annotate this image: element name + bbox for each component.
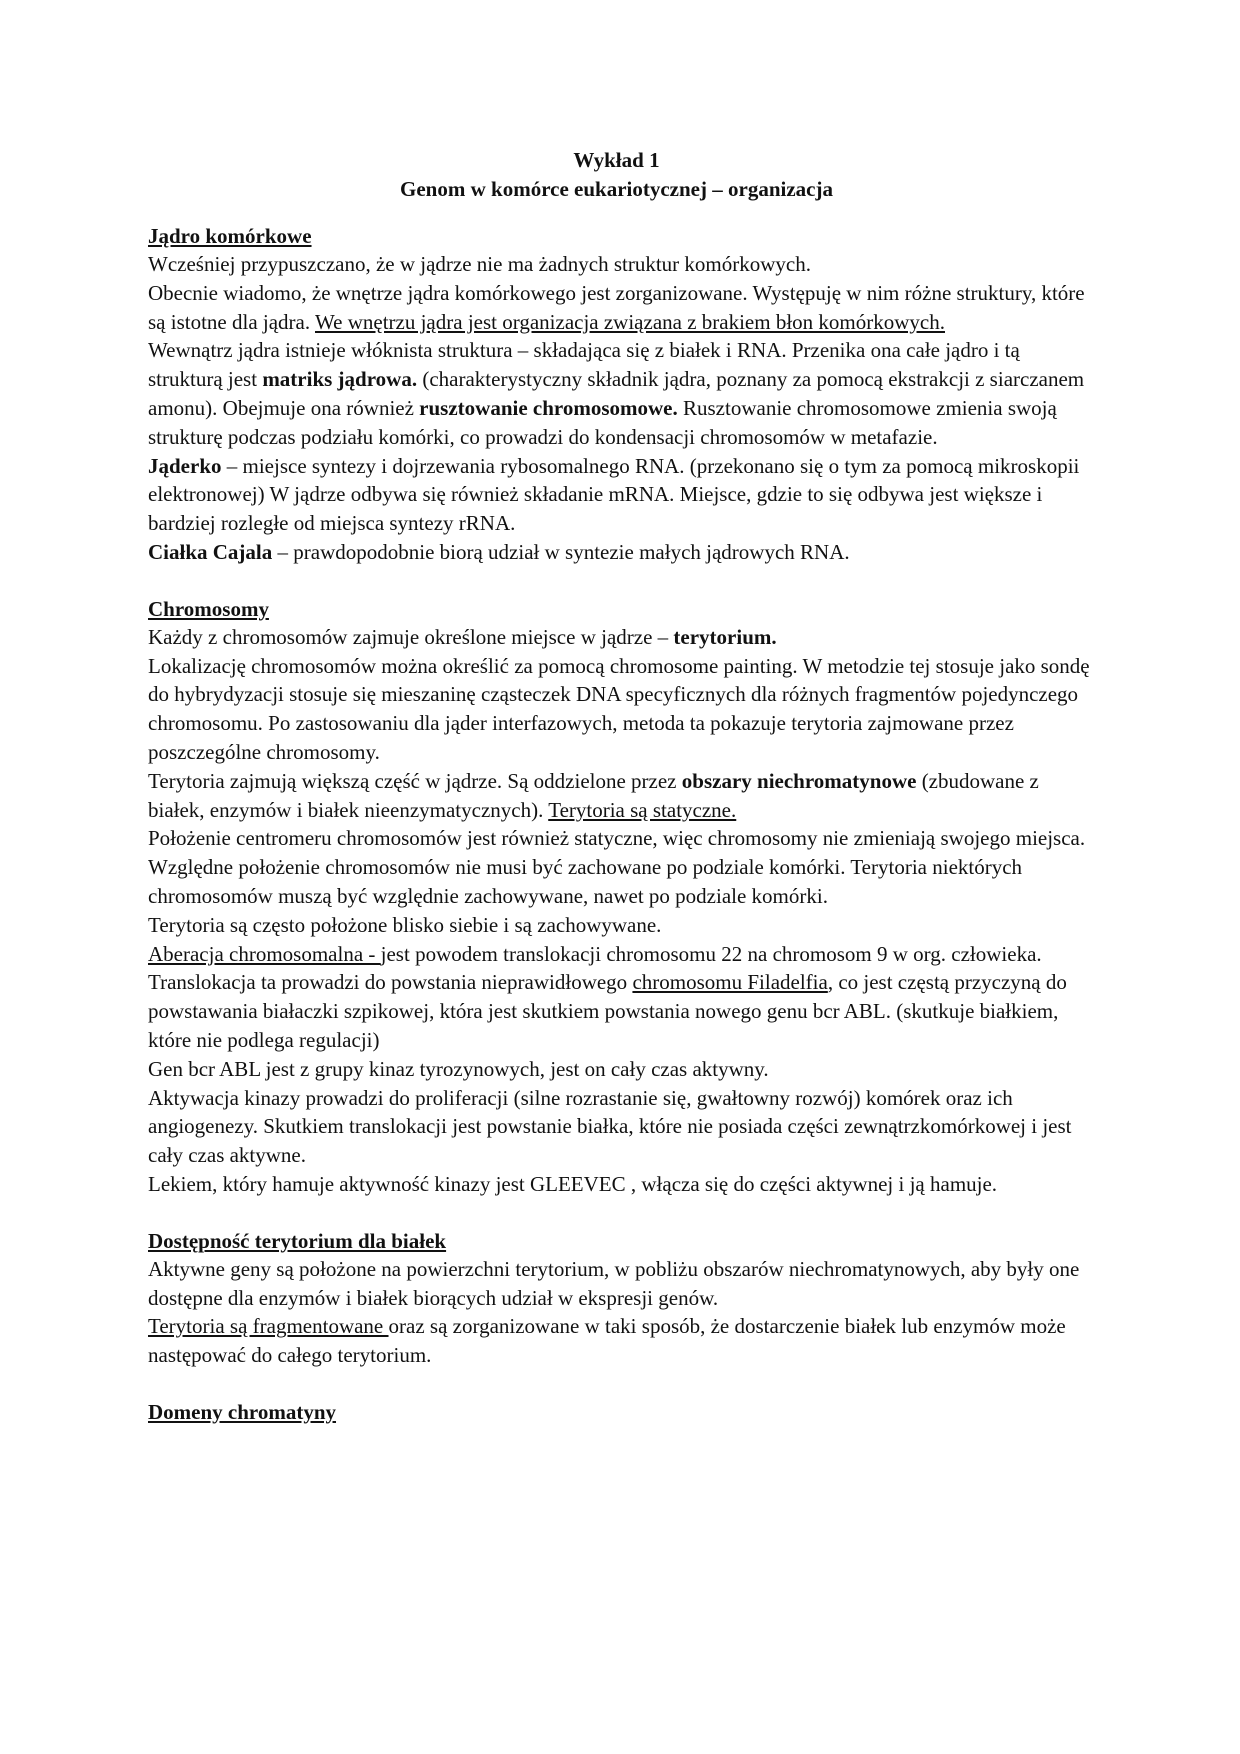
paragraph <box>148 250 1090 279</box>
lecture-number: Wykład 1 <box>573 148 660 172</box>
text-run: – miejsce syntezy i dojrzewania rybosomalnego RNA. (przekonano się o tym za pomocą mikroskopii elektronowej) W jądrze odbywa się również składanie mRNA. Miejsce, gdzie to się odbywa jest większe i bardziej rozległe od miejsca syntezy rRNA. <box>148 453 1080 536</box>
underlined-text: chromosomu Filadelfia <box>632 970 828 995</box>
document-body <box>148 222 1090 1426</box>
bold-term: obszary niechromatynowe <box>681 768 917 793</box>
text-run: – prawdopodobnie biorą udział w syntezie małych jądrowych RNA. <box>272 539 850 564</box>
text-run: Wcześniej przypuszczano, że w jądrze nie ma żadnych struktur komórkowych. <box>148 252 811 276</box>
paragraph <box>148 1312 1090 1370</box>
section <box>148 595 1090 1199</box>
bold-term: rusztowanie chromosomowe. <box>419 395 678 420</box>
text-run: Aktywacja kinazy prowadzi do proliferacji (silne rozrastanie się, gwałtowny rozwój) komórek oraz ich angiogenezy. Skutkiem translokacji jest powstanie białka, które nie posiada części zewnątrzkomórkowej i jest cały czas aktywne. <box>148 1085 1072 1168</box>
paragraph <box>148 911 1090 940</box>
bold-term: matriks jądrowa. <box>262 367 418 392</box>
paragraph <box>148 623 1090 652</box>
underlined-text: Aberacja chromosomalna - <box>148 941 381 966</box>
bold-term: terytorium. <box>673 624 777 649</box>
paragraph <box>148 940 1090 1055</box>
text-run: Aktywne geny są położone na powierzchni terytorium, w pobliżu obszarów niechromatynowych, aby były one dostępne dla enzymów i białek biorących udział w ekspresji genów. <box>148 1256 1080 1310</box>
text-run: Każdy z chromosomów zajmuje określone miejsce w jądrze – <box>148 624 674 649</box>
text-run: jest powodem translokacji chromosomu 22 na chromosom 9 w org. człowieka. Translokacja ta prowadzi do powstania nieprawidłowego <box>148 941 1042 995</box>
underlined-text: We wnętrzu jądra jest organizacja związana z brakiem błon komórkowych. <box>315 309 945 334</box>
paragraph <box>148 824 1090 910</box>
paragraph <box>148 1170 1090 1199</box>
paragraph <box>148 652 1090 767</box>
text-run: (zbudowane z białek, enzymów i białek nieenzymatycznych). <box>148 768 1039 822</box>
text-run: oraz są zorganizowane w taki sposób, że dostarczenie białek lub enzymów może następować do całego terytorium. <box>148 1314 1066 1368</box>
section <box>148 1227 1090 1370</box>
text-run: Lokalizację chromosomów można określić za pomocą chromosome painting. W metodzie tej stosuje jako sondę do hybrydyzacji stosuje się mieszaninę cząsteczek DNA specyficznych dla różnych fragmentów pojedynczego chromosomu. Po zastosowaniu dla jąder interfazowych, metoda ta pokazuje terytoria zajmowane przez poszczególne chromosomy. <box>148 653 1090 764</box>
bold-term: Jąderko <box>148 453 222 478</box>
text-run: Rusztowanie chromosomowe zmienia swoją strukturę podczas podziału komórki, co prowadzi do kondensacji chromosomów w metafazie. <box>148 395 1057 449</box>
paragraph <box>148 538 1090 567</box>
section-heading: Chromosomy <box>148 596 269 621</box>
text-run: Gen bcr ABL jest z grupy kinaz tyrozynowych, jest on cały czas aktywny. <box>148 1056 769 1081</box>
underlined-text: Terytoria są statyczne. <box>548 797 737 822</box>
paragraph <box>148 767 1090 825</box>
text-run: Obecnie wiadomo, że wnętrze jądra komórkowego jest zorganizowane. Występuję w nim różne struktury, które są istotne dla jądra. <box>148 280 1085 334</box>
section-heading: Dostępność terytorium dla białek <box>148 1228 447 1253</box>
paragraph <box>148 279 1090 337</box>
paragraph <box>148 336 1090 451</box>
text-run: Wewnątrz jądra istnieje włóknista struktura – składająca się z białek i RNA. Przenika ona całe jądro i tą strukturą jest <box>148 338 1020 392</box>
paragraph <box>148 1055 1090 1084</box>
text-run: Położenie centromeru chromosomów jest również statyczne, więc chromosomy nie zmieniają swojego miejsca. Względne położenie chromosomów nie musi być zachowane po podziale komórki. Terytoria niektórych chromosomów muszą być względnie zachowywane, nawet po podziale komórki. <box>148 826 1086 908</box>
bold-term: Ciałka Cajala <box>148 539 273 564</box>
text-run: , co jest częstą przyczyną do powstawania białaczki szpikowej, która jest skutkiem powstania nowego genu bcr ABL. (skutkuje białkiem, które nie podlega regulacji) <box>148 970 1067 1052</box>
text-run: (charakterystyczny składnik jądra, poznany za pomocą ekstrakcji z siarczanem amonu). Obejmuje ona również <box>148 367 1085 420</box>
paragraph <box>148 1255 1090 1313</box>
underlined-text: Terytoria są fragmentowane <box>148 1314 389 1339</box>
paragraph <box>148 1084 1090 1170</box>
paragraph <box>148 452 1090 538</box>
section <box>148 1398 1090 1426</box>
document-title: Genom w komórce eukariotycznej – organizacja <box>400 177 833 201</box>
text-run: Terytoria są często położone blisko siebie i są zachowywane. <box>148 912 662 937</box>
text-run: Terytoria zajmują większą część w jądrze. Są oddzielone przez <box>148 768 682 793</box>
section-heading: Domeny chromatyny <box>148 1399 337 1424</box>
section <box>148 222 1090 567</box>
text-run: Lekiem, który hamuje aktywność kinazy jest GLEEVEC , włącza się do części aktywnej i ją hamuje. <box>148 1171 998 1196</box>
section-heading: Jądro komórkowe <box>148 224 312 248</box>
